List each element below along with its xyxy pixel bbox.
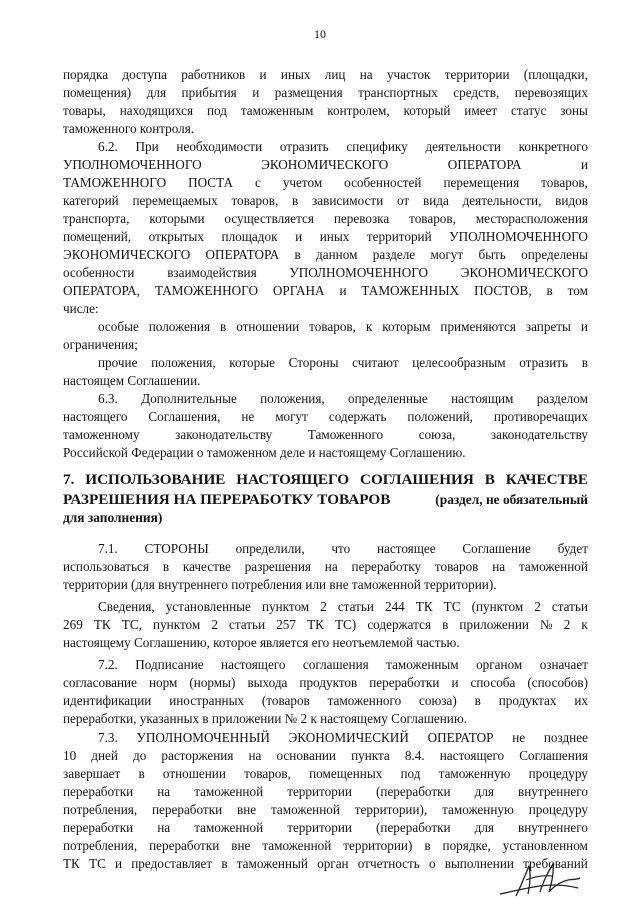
text-line: территории (для внутреннего потребления или вне таможенной территории). (63, 577, 497, 592)
text-line: категорий перемещаемых товаров, в зависимости от вида деятельности, видов (63, 193, 588, 208)
text-line: 269 ТК ТС, пунктом 2 статьи 257 ТК ТС) содержатся в приложении № 2 к (63, 617, 588, 632)
text-line: 7.2. Подписание настоящего соглашения таможенным органом означает (98, 657, 588, 672)
text-line: Российской Федерации о таможенном деле и настоящему Соглашению. (63, 445, 466, 460)
text-line: потребления, переработки вне таможенной территории), таможенную процедуру (63, 802, 588, 817)
text-line: потребления, переработки вне таможенной территории) в порядке, установленном (63, 838, 588, 853)
text-line: настоящем Соглашении. (63, 373, 201, 388)
text-line: товары, находящихся под таможенным контролем, который имеет статус зоны (63, 103, 588, 118)
text-line: транспорта, которыми осуществляется перевозка товаров, месторасположения (63, 211, 588, 226)
section-heading: 7. ИСПОЛЬЗОВАНИЕ НАСТОЯЩЕГО СОГЛАШЕНИЯ В КАЧЕСТВЕ (63, 471, 588, 488)
text-line: настоящему Соглашению, которое является его неотъемлемой частью. (63, 635, 460, 650)
text-line: 6.2. При необходимости отразить специфику деятельности конкретного (98, 139, 588, 154)
text-line: таможенного контроля. (63, 121, 195, 136)
text-line: ТАМОЖЕННОГО ПОСТА с учетом особенностей перемещения товаров, (63, 175, 588, 190)
text-line: порядка доступа работников и иных лиц на участок территории (площадки, (63, 67, 588, 82)
text-line: 7.3. УПОЛНОМОЧЕННЫЙ ЭКОНОМИЧЕСКИЙ ОПЕРАТОР не позднее (98, 730, 588, 745)
text-line: 6.3. Дополнительные положения, определенные настоящим разделом (98, 391, 588, 406)
text-line: ОПЕРАТОРА, ТАМОЖЕННОГО ОРГАНА и ТАМОЖЕННЫХ ПОСТОВ, в том (63, 283, 588, 298)
handwritten-signature-icon (496, 858, 582, 900)
text-line: переработки, указанных в приложении № 2 к настоящему Соглашению. (63, 711, 467, 726)
text-line: особенности взаимодействия УПОЛНОМОЧЕННОГО ЭКОНОМИЧЕСКОГО (63, 265, 588, 280)
text-line: согласование норм (нормы) выхода продуктов переработки и способа (способов) (63, 675, 588, 690)
text-line: настоящего Соглашения, не могут содержать положений, противоречащих (63, 409, 588, 424)
section-heading-note-cont: для заполнения) (63, 510, 163, 525)
page-number: 10 (314, 27, 326, 41)
text-line: переработки на таможенной территории (переработки для внутреннего (63, 784, 588, 799)
text-line: 7.1. СТОРОНЫ определили, что настоящее Соглашение будет (98, 541, 588, 556)
text-line: Сведения, установленные пунктом 2 статьи 244 ТК ТС (пунктом 2 статьи (98, 599, 588, 614)
text-line: идентификации иностранных (товаров таможенного союза) в продуктах их (63, 693, 588, 708)
text-line: использоваться в качестве разрешения на переработку товаров на таможенной (63, 559, 588, 574)
text-line: ограничения; (63, 337, 138, 352)
text-line: завершает в отношении товаров, помещенных под таможенную процедуру (63, 766, 588, 781)
section-heading-line (63, 492, 588, 508)
text-line: 10 дней до расторжения на основании пункта 8.4. настоящего Соглашения (63, 748, 588, 763)
text-line: ЭКОНОМИЧЕСКОГО ОПЕРАТОРА в данном разделе могут быть определены (63, 247, 588, 262)
text-line: прочие положения, которые Стороны считают целесообразным отразить в (98, 355, 588, 370)
text-line: переработки на таможенной территории (переработки для внутреннего (63, 820, 588, 835)
text-line: помещений, открытых площадок и иных территорий УПОЛНОМОЧЕННОГО (63, 229, 588, 244)
text-line: таможенному законодательству Таможенного союза, законодательству (63, 427, 588, 442)
section-heading-note: (раздел, не обязательный (435, 492, 588, 507)
text-line: ТК ТС и предоставляет в таможенный орган отчетность о выполнении требований (63, 856, 588, 871)
text-line: помещения) для прибытия и размещения транспортных средств, перевозящих (63, 85, 588, 100)
text-line: числе: (63, 301, 99, 316)
text-line: УПОЛНОМОЧЕННОГО ЭКОНОМИЧЕСКОГО ОПЕРАТОРА и (63, 157, 588, 172)
text-line: особые положения в отношении товаров, к которым применяются запреты и (98, 319, 588, 334)
section-heading-main: РАЗРЕШЕНИЯ НА ПЕРЕРАБОТКУ ТОВАРОВ (63, 491, 391, 508)
